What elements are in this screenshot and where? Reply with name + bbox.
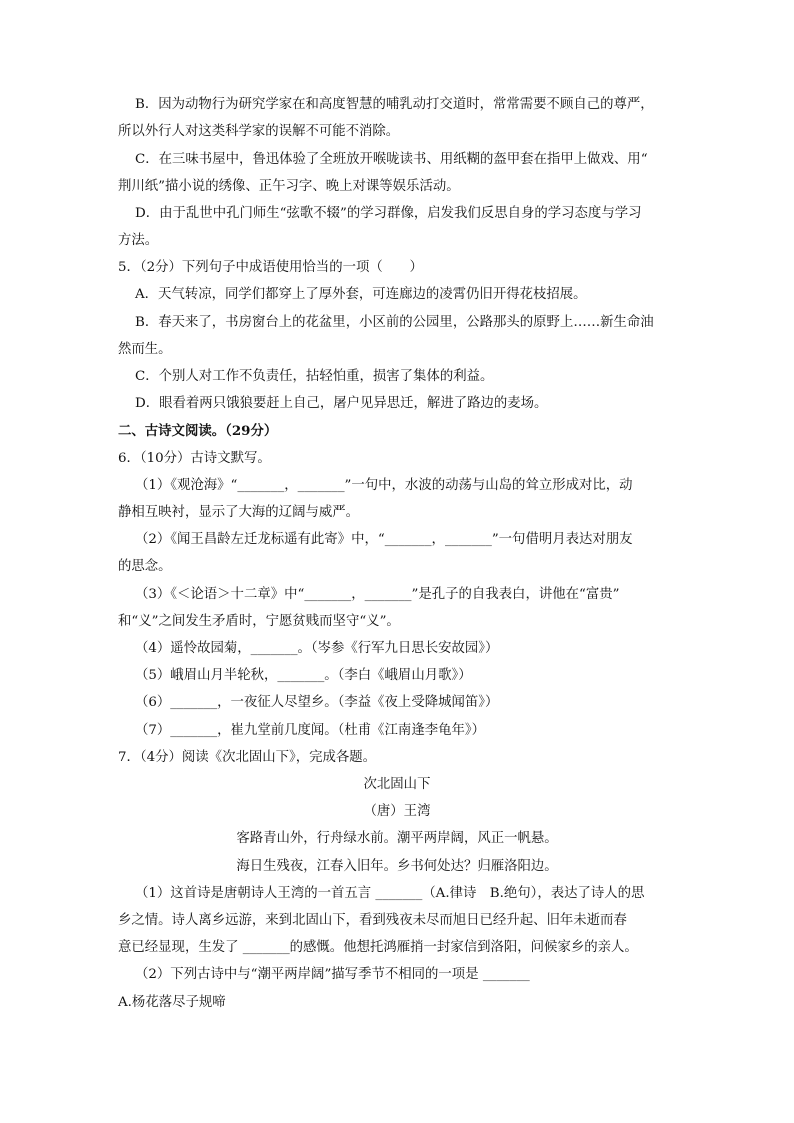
q6-item-1-line-2: 静相互映衬，显示了大海的辽阔与威严。: [118, 505, 360, 520]
q6-item-6: （6）_______，一夜征人尽望乡。（李益《夜上受降城闻笛》）: [135, 695, 499, 710]
poem-line-1: 客路青山外，行舟绿水前。潮平两岸阔，风正一帆悬。: [236, 831, 558, 846]
q6-item-1-line-1: （1）《观沧海》“_______，_______”一句中，水波的动荡与山岛的耸立形成对比，动: [135, 478, 633, 493]
q7-sub-1-line-3: 意已经显现，生发了 _______的感慨。他想托鸿雁捎一封家信到洛阳，问候家乡的亲人。: [118, 940, 638, 955]
q6-item-7: （7）_______，崔九堂前几度闻。（杜甫《江南逢李龟年》）: [135, 723, 485, 738]
q6-item-2-line-1: （2）《闻王昌龄左迁龙标遥有此寄》中，“_______，_______”一句借明月表达对朋友: [135, 532, 633, 547]
option-4d-line-1: D．由于乱世中孔门师生“弦歌不辍”的学习群像，启发我们反思自身的学习态度与学习: [135, 206, 642, 221]
option-4b-line-1: B．因为动物行为研究学家在和高度智慧的哺乳动打交道时，常常需要不顾自己的尊严，: [135, 97, 654, 112]
q7-sub-1-line-2: 乡之情。诗人离乡远游，来到北固山下，看到残夜未尽而旭日已经升起、旧年未逝而春: [118, 913, 627, 928]
option-5c: C．个别人对工作不负责任，拈轻怕重，损害了集体的利益。: [135, 369, 494, 384]
q6-item-2-line-2: 的思念。: [118, 559, 172, 574]
question-5-stem: 5．（2分）下列句子中成语使用恰当的一项（ ）: [118, 260, 423, 275]
option-4d-line-2: 方法。: [118, 233, 159, 248]
option-4c-line-2: 荆川纸”描小说的绣像、正午习字、晚上对课等娱乐活动。: [118, 179, 460, 194]
section-heading-2: 二、古诗文阅读。（29分）: [118, 423, 278, 439]
q6-item-3-line-2: 和“义”之间发生矛盾时，宁愿贫贱而坚守“义”。: [118, 614, 400, 629]
question-6-stem: 6．（10分）古诗文默写。: [118, 451, 271, 466]
option-5b-line-2: 然而生。: [118, 342, 172, 357]
poem-author: （唐）王湾: [363, 804, 431, 819]
q6-item-5: （5）峨眉山月半轮秋，_______。（李白《峨眉山月歌》）: [135, 668, 472, 683]
option-4c-line-1: C．在三味书屋中，鲁迅体验了全班放开喉咙读书、用纸糊的盔甲套在指甲上做戏、用“: [135, 152, 648, 167]
q7-sub-1-line-1: （1）这首诗是唐朝诗人王湾的一首五言 _______（A.律诗 B.绝句），表达了诗人的思: [135, 886, 645, 901]
poem-title: 次北固山下: [363, 777, 431, 792]
q6-item-3-line-1: （3）《＜论语＞十二章》中“_______，_______”是孔子的自我表白，讲他在“富贵”: [135, 587, 620, 602]
q6-item-4: （4）遥怜故园菊，_______。（岑参《行军九日思长安故园》）: [135, 641, 499, 656]
poem-line-2: 海日生残夜，江春入旧年。乡书何处达？归雁洛阳边。: [236, 859, 558, 874]
q7-sub-2-stem: （2）下列古诗中与“潮平两岸阔”描写季节不相同的一项是 _______: [135, 967, 530, 982]
option-5d: D．眼看着两只饿狼要赶上自己，屠户见异思迁，解进了路边的麦场。: [135, 396, 548, 411]
option-5a: A．天气转凉，同学们都穿上了厚外套，可连廊边的凌霄仍旧开得花枝招展。: [135, 287, 587, 302]
q7-sub-2-option-a: A.杨花落尽子规啼: [118, 995, 226, 1010]
option-5b-line-1: B．春天来了，书房窗台上的花盆里，小区前的公园里，公路那头的原野上……新生命油: [135, 315, 654, 330]
question-7-stem: 7．（4分）阅读《次北固山下》，完成各题。: [118, 750, 377, 765]
option-4b-line-2: 所以外行人对这类科学家的误解不可能不消除。: [118, 124, 400, 139]
